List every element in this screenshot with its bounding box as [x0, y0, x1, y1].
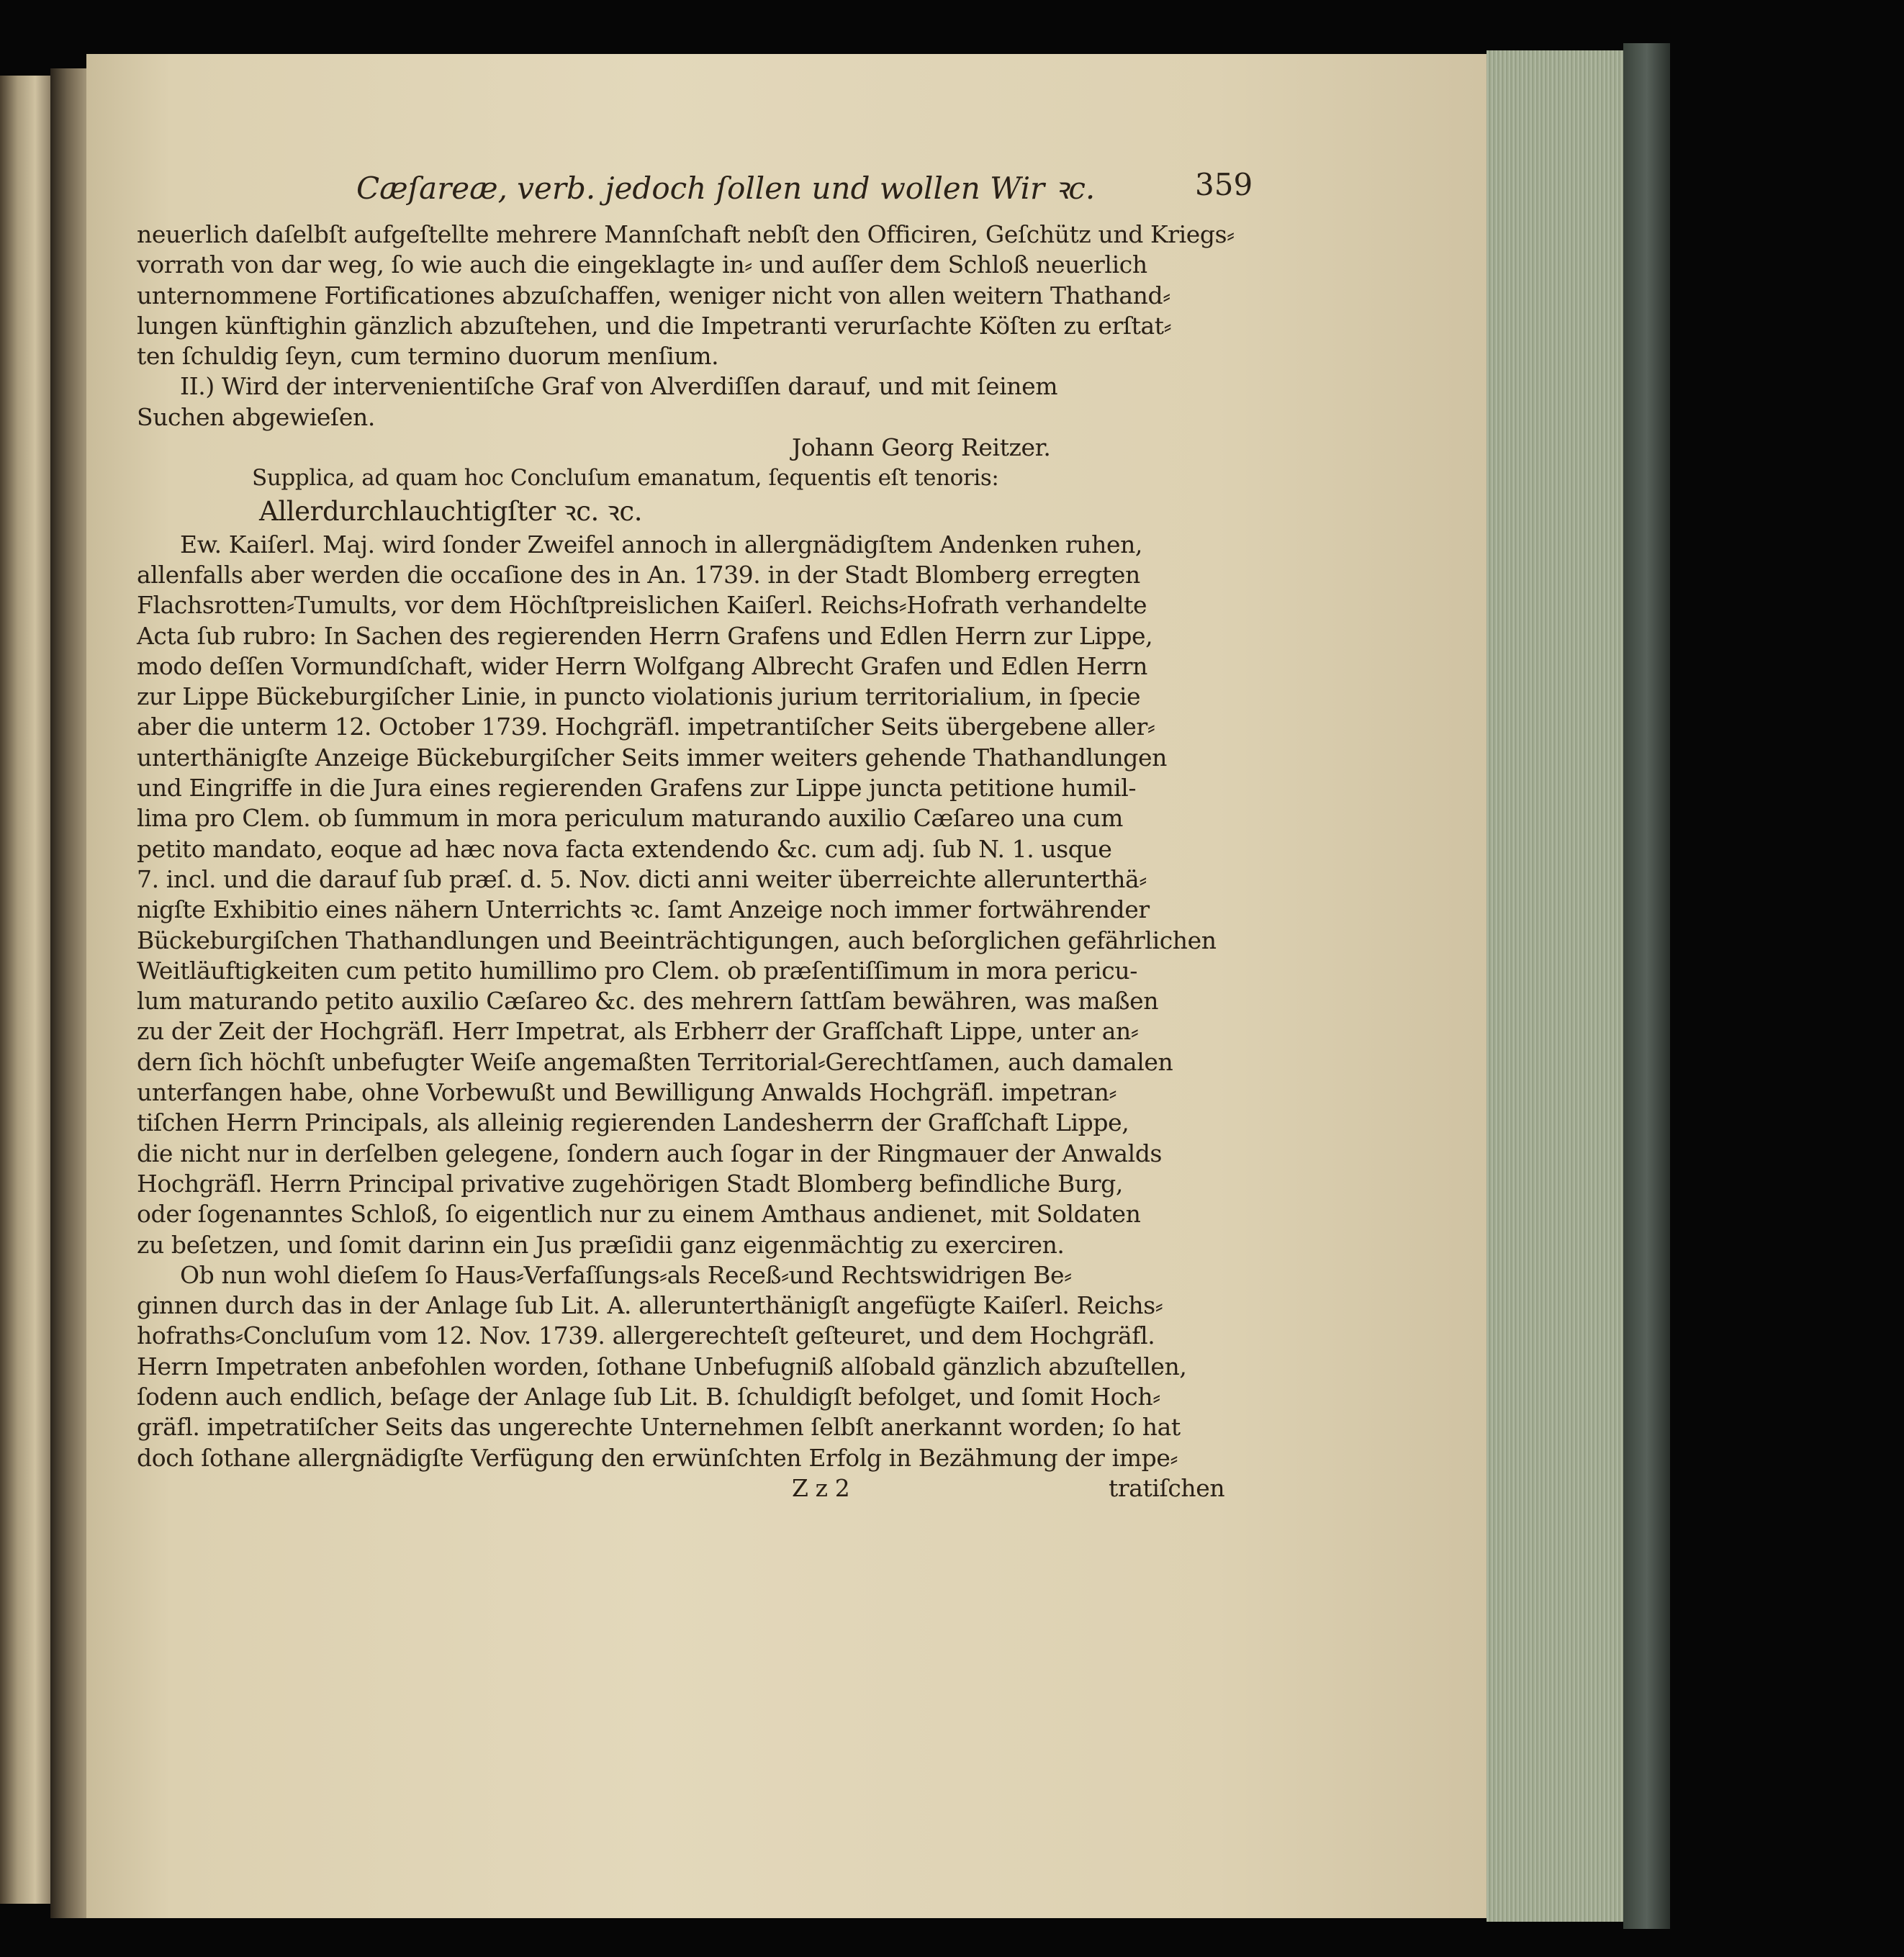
text-line: die nicht nur in derſelben gelegene, ſondern auch ſogar in der Ringmauer der Anwalds: [137, 1139, 1163, 1167]
text-line: Ew. Kaiſerl. Maj. wird ſonder Zweifel annoch in allergnädigſtem Andenken ruhen,: [180, 530, 1143, 559]
catchword: tratiſchen: [1109, 1473, 1225, 1502]
text-line: vorrath von dar weg, ſo wie auch die eingeklagte in⸗ und auſſer dem Schloß neuerlich: [137, 250, 1147, 279]
text-line: Acta ſub rubro: In Sachen des regierenden Herrn Grafens und Edlen Herrn zur Lippe,: [137, 621, 1153, 650]
page-header: [0, 167, 1904, 207]
left-page-edge: [0, 76, 50, 1904]
running-head: Cæſareæ, verb. jedoch ſollen und wollen Wir ꝛc.: [356, 171, 1096, 206]
text-line: lum maturando petito auxilio Cæſareo &c. des mehrern ſattſam bewähren, was maßen: [137, 987, 1159, 1016]
salutation: Allerdurchlauchtigſter ꝛc. ꝛc.: [259, 495, 643, 527]
text-line: lungen künftighin gänzlich abzuſtehen, und die Impetranti verurſachte Köſten zu erſtat⸗: [137, 311, 1172, 340]
text-line: Herrn Impetraten anbefohlen worden, ſothane Unbefugniß alſobald gänzlich abzuſtellen,: [137, 1352, 1187, 1380]
text-line: petito mandato, eoque ad hæc nova facta extendendo &c. cum adj. ſub N. 1. usque: [137, 834, 1112, 863]
text-line: tiſchen Herrn Principals, als alleinig regierenden Landesherrn der Grafſchaft Lippe,: [137, 1108, 1129, 1137]
text-line: ſodenn auch endlich, beſage der Anlage ſub Lit. B. ſchuldigſt befolget, und ſomit Hoch⸗: [137, 1382, 1160, 1411]
text-line: neuerlich daſelbſt aufgeſtellte mehrere Mannſchaft nebſt den Officiren, Geſchütz und Kriegs⸗: [137, 220, 1235, 248]
page-number: 359: [1195, 167, 1253, 202]
text-line: aber die unterm 12. October 1739. Hochgräfl. impetrantiſcher Seits übergebene aller⸗: [137, 713, 1155, 741]
text-line: modo deſſen Vormundſchaft, wider Herrn Wolfgang Albrecht Grafen und Edlen Herrn: [137, 651, 1148, 680]
text-line: ginnen durch das in der Anlage ſub Lit. A. allerunterthänigſt angefügte Kaiſerl. Reichs⸗: [137, 1291, 1163, 1320]
text-line: Hochgräfl. Herrn Principal privative zugehörigen Stadt Blomberg befindliche Burg,: [137, 1169, 1123, 1198]
page-block-edges: [1486, 50, 1627, 1922]
text-line: zu der Zeit der Hochgräfl. Herr Impetrat, als Erbherr der Grafſchaft Lippe, unter an⸗: [137, 1017, 1139, 1046]
text-line: gräfl. impetratiſcher Seits das ungerechte Unternehmen ſelbſt anerkannt worden; ſo hat: [137, 1413, 1181, 1442]
text-line: Bückeburgiſchen Thathandlungen und Beeinträchtigungen, auch beſorglichen gefährlichen: [137, 926, 1217, 954]
signature: Johann Georg Reitzer.: [792, 433, 1051, 462]
page-footer: [137, 1473, 1238, 1504]
text-line: unternommene Fortificationes abzuſchaffen, weniger nicht von allen weitern Thathand⸗: [137, 281, 1170, 309]
text-line: doch ſothane allergnädigſte Verfügung den erwünſchten Erfolg in Bezähmung der impe⸗: [137, 1443, 1178, 1472]
text-line: II.) Wird der intervenientiſche Graf von Alverdiſſen darauf, und mit ſeinem: [180, 372, 1058, 401]
text-line: unterthänigſte Anzeige Bückeburgiſcher Seits immer weiters gehende Thathandlungen: [137, 743, 1168, 772]
text-line: allenfalls aber werden die occaſione des in An. 1739. in der Stadt Blomberg erregten: [137, 560, 1140, 589]
text-line: dern ſich höchſt unbefugter Weiſe angemaßten Territorial⸗Gerechtſamen, auch damalen: [137, 1047, 1173, 1076]
text-line: oder ſogenanntes Schloß, ſo eigentlich nur zu einem Amthaus andienet, mit Soldaten: [137, 1200, 1141, 1229]
text-line: Ob nun wohl dieſem ſo Haus⸗Verfaſſungs⸗als Receß⸗und Rechtswidrigen Be⸗: [180, 1260, 1072, 1289]
supplica-heading: Supplica, ad quam hoc Concluſum emanatum, ſequentis eſt tenoris:: [252, 465, 999, 492]
text-line: zur Lippe Bückeburgiſcher Linie, in puncto violationis jurium territorialium, in ſpecie: [137, 682, 1141, 711]
signature-mark: Z z 2: [792, 1473, 850, 1502]
text-line: ten ſchuldig ſeyn, cum termino duorum menſium.: [137, 342, 719, 371]
book-cover-edge: [1623, 43, 1670, 1929]
text-line: 7. incl. und die darauf ſub præſ. d. 5. Nov. dicti anni weiter überreichte allerunterthä⸗: [137, 864, 1147, 893]
text-line: unterfangen habe, ohne Vorbewußt und Bewilligung Anwalds Hochgräfl. impetran⸗: [137, 1078, 1117, 1107]
text-line: Weitläuftigkeiten cum petito humillimo pro Clem. ob præſentiſſimum in mora pericu-: [137, 956, 1137, 985]
body-text: [137, 220, 1238, 1504]
text-line: Suchen abgewieſen.: [137, 402, 375, 431]
text-line: und Eingriffe in die Jura eines regierenden Grafens zur Lippe juncta petitione humil-: [137, 774, 1137, 803]
text-line: nigſte Exhibitio eines nähern Unterrichts ꝛc. ſamt Anzeige noch immer fortwährender: [137, 895, 1150, 924]
text-line: hofraths⸗Concluſum vom 12. Nov. 1739. allergerechteſt geſteuret, und dem Hochgräfl.: [137, 1321, 1155, 1350]
text-line: Flachsrotten⸗Tumults, vor dem Höchſtpreislichen Kaiſerl. Reichs⸗Hofrath verhandelte: [137, 591, 1147, 620]
text-line: lima pro Clem. ob ſummum in mora periculum maturando auxilio Cæſareo una cum: [137, 804, 1124, 833]
text-line: zu beſetzen, und ſomit darinn ein Jus præſidii ganz eigenmächtig zu exerciren.: [137, 1230, 1065, 1259]
